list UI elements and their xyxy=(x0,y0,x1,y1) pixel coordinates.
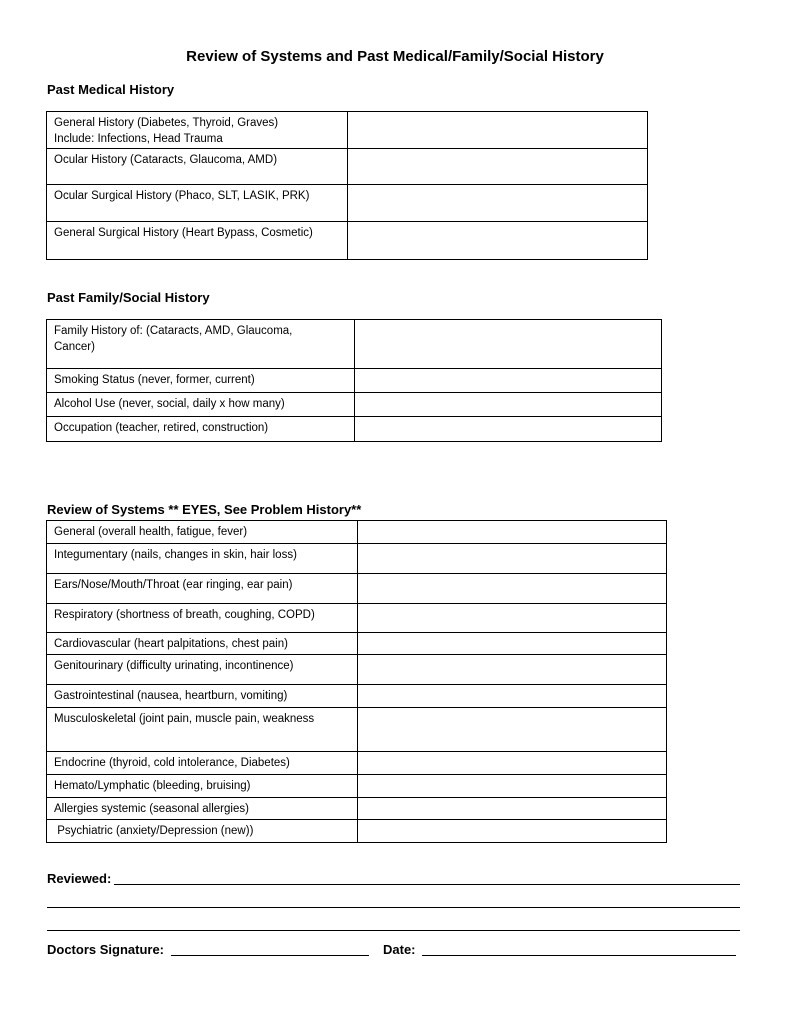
review-systems-heading: Review of Systems ** EYES, See Problem History** xyxy=(47,502,362,517)
row-label: Family History of: (Cataracts, AMD, Glaucoma, Cancer) xyxy=(47,320,355,369)
row-label: Musculoskeletal (joint pain, muscle pain, weakness xyxy=(47,708,358,752)
row-label: Gastrointestinal (nausea, heartburn, vomiting) xyxy=(47,685,358,708)
reviewed-line-3[interactable] xyxy=(47,930,740,931)
occupation-field[interactable] xyxy=(355,417,662,442)
row-label: Psychiatric (anxiety/Depression (new)) xyxy=(47,820,358,843)
row-label: Smoking Status (never, former, current) xyxy=(47,369,355,393)
row-label: Genitourinary (difficulty urinating, incontinence) xyxy=(47,655,358,685)
ent-field[interactable] xyxy=(358,574,667,604)
signature-line[interactable] xyxy=(171,955,369,956)
row-label: Alcohol Use (never, social, daily x how many) xyxy=(47,393,355,417)
table-row xyxy=(47,752,667,775)
table-row xyxy=(47,775,667,798)
row-label: Ears/Nose/Mouth/Throat (ear ringing, ear pain) xyxy=(47,574,358,604)
past-medical-heading: Past Medical History xyxy=(47,82,175,97)
reviewed-line-2[interactable] xyxy=(47,907,740,908)
table-row xyxy=(47,820,667,843)
past-medical-table xyxy=(46,111,648,260)
genitourinary-field[interactable] xyxy=(358,655,667,685)
row-label: Cardiovascular (heart palpitations, chest pain) xyxy=(47,633,358,655)
table-row xyxy=(47,655,667,685)
page-title: Review of Systems and Past Medical/Family/Social History xyxy=(186,48,604,65)
table-row xyxy=(47,604,667,633)
table-row xyxy=(47,633,667,655)
table-row xyxy=(47,222,648,260)
table-row xyxy=(47,708,667,752)
musculoskeletal-field[interactable] xyxy=(358,708,667,752)
date-line[interactable] xyxy=(422,955,736,956)
reviewed-label: Reviewed: xyxy=(47,871,112,886)
table-row xyxy=(47,185,648,222)
respiratory-field[interactable] xyxy=(358,604,667,633)
hemato-lymphatic-field[interactable] xyxy=(358,775,667,798)
reviewed-line-1[interactable] xyxy=(114,884,740,885)
past-family-heading: Past Family/Social History xyxy=(47,290,210,305)
table-row xyxy=(47,521,667,544)
ocular-history-field[interactable] xyxy=(348,149,648,185)
table-row xyxy=(47,574,667,604)
row-label: Respiratory (shortness of breath, coughing, COPD) xyxy=(47,604,358,633)
general-history-field[interactable] xyxy=(348,112,648,149)
table-row xyxy=(47,320,662,369)
allergies-field[interactable] xyxy=(358,798,667,820)
table-row xyxy=(47,112,648,149)
past-family-table xyxy=(46,319,662,442)
cardiovascular-field[interactable] xyxy=(358,633,667,655)
table-row xyxy=(47,798,667,820)
date-label: Date: xyxy=(383,942,416,957)
table-row xyxy=(47,149,648,185)
gastrointestinal-field[interactable] xyxy=(358,685,667,708)
table-row xyxy=(47,369,662,393)
row-label: Occupation (teacher, retired, construction) xyxy=(47,417,355,442)
alcohol-use-field[interactable] xyxy=(355,393,662,417)
table-row xyxy=(47,417,662,442)
row-label: Integumentary (nails, changes in skin, hair loss) xyxy=(47,544,358,574)
table-row xyxy=(47,544,667,574)
row-label: Allergies systemic (seasonal allergies) xyxy=(47,798,358,820)
review-systems-table xyxy=(46,520,667,843)
table-row xyxy=(47,685,667,708)
table-row xyxy=(47,393,662,417)
row-label: Hemato/Lymphatic (bleeding, bruising) xyxy=(47,775,358,798)
row-label: Ocular Surgical History (Phaco, SLT, LASIK, PRK) xyxy=(47,185,348,222)
row-label: General History (Diabetes, Thyroid, Graves) Include: Infections, Head Trauma xyxy=(47,112,348,149)
general-surgical-history-field[interactable] xyxy=(348,222,648,260)
psychiatric-field[interactable] xyxy=(358,820,667,843)
signature-label: Doctors Signature: xyxy=(47,942,165,957)
family-history-field[interactable] xyxy=(355,320,662,369)
smoking-status-field[interactable] xyxy=(355,369,662,393)
row-label: General Surgical History (Heart Bypass, Cosmetic) xyxy=(47,222,348,260)
ocular-surgical-history-field[interactable] xyxy=(348,185,648,222)
row-label: General (overall health, fatigue, fever) xyxy=(47,521,358,544)
endocrine-field[interactable] xyxy=(358,752,667,775)
integumentary-field[interactable] xyxy=(358,544,667,574)
row-label: Endocrine (thyroid, cold intolerance, Diabetes) xyxy=(47,752,358,775)
general-field[interactable] xyxy=(358,521,667,544)
row-label: Ocular History (Cataracts, Glaucoma, AMD) xyxy=(47,149,348,185)
